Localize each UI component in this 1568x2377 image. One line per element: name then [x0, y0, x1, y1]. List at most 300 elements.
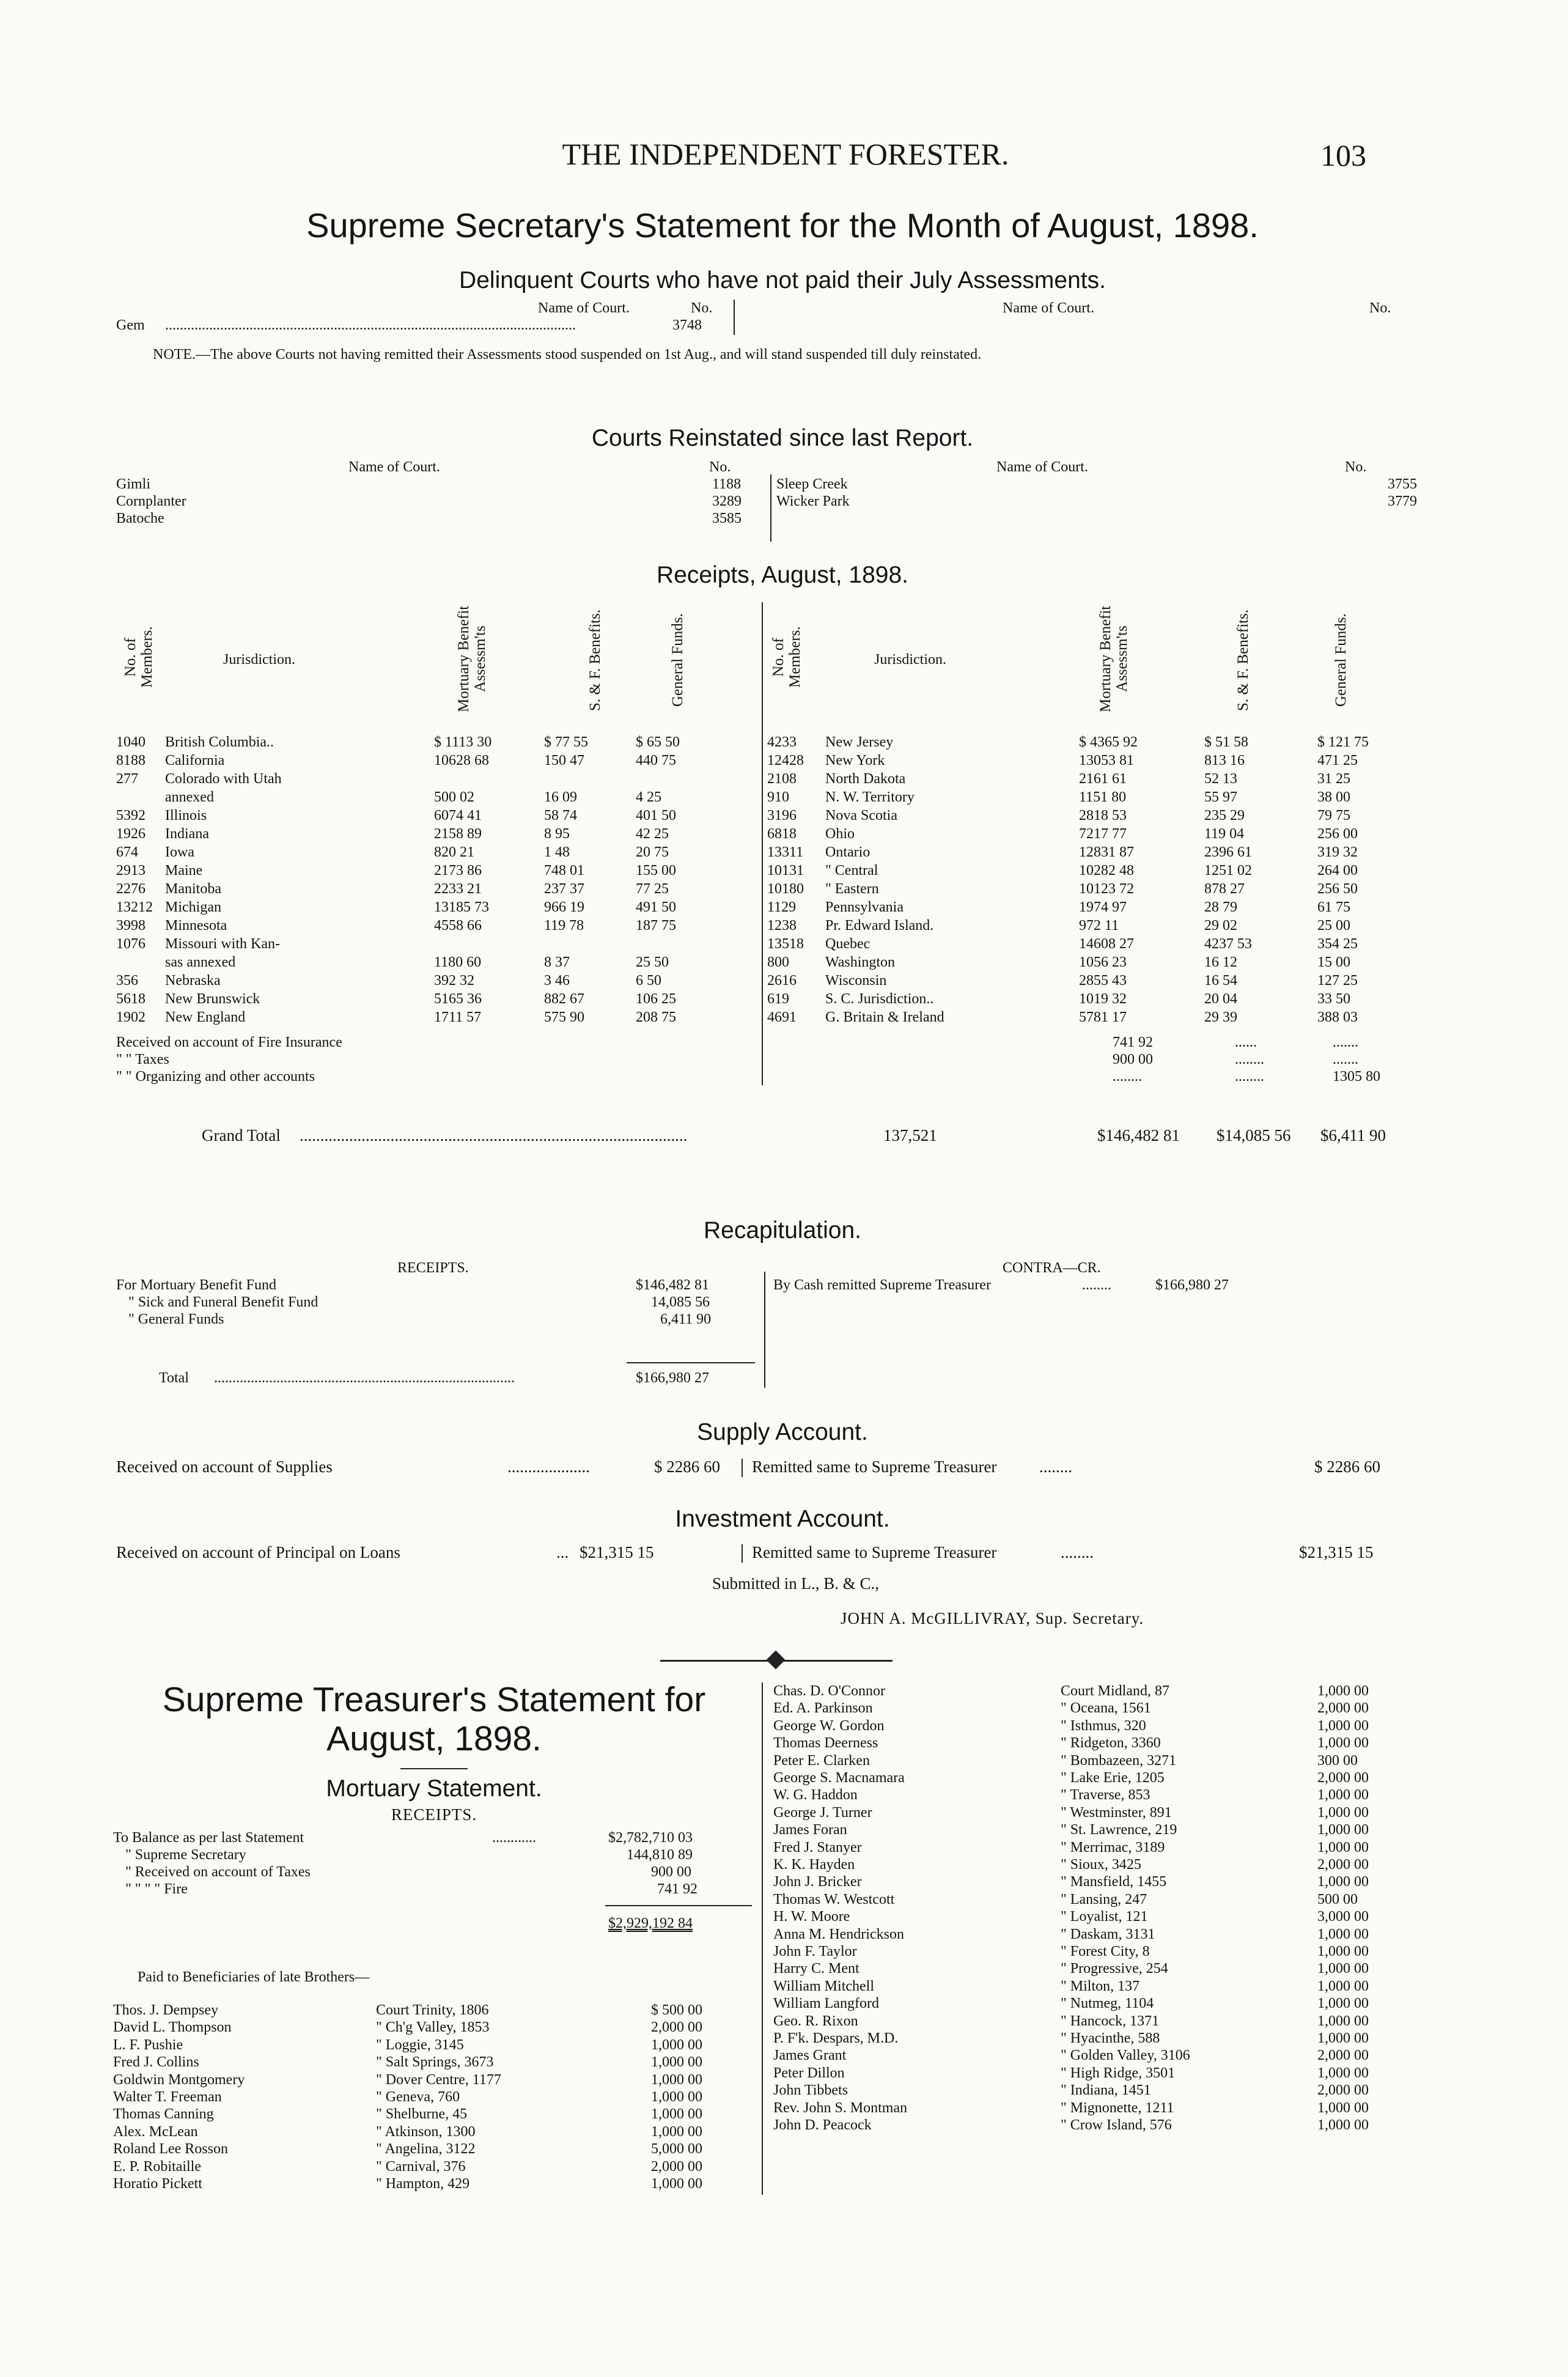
beneficiary-amount: 2,000 00 [1317, 2047, 1369, 2064]
beneficiary-court: " Hancock, 1371 [1061, 2013, 1160, 2029]
row-mortuary: $ 4365 92 [1079, 734, 1138, 750]
beneficiary-amount: 1,000 00 [1317, 1996, 1369, 2012]
beneficiary-court: " Loyalist, 121 [1061, 1909, 1148, 1925]
row-general: 354 25 [1317, 936, 1358, 952]
row-sf: 119 78 [544, 918, 584, 934]
beneficiary-court: " Bombazeen, 3271 [1061, 1752, 1177, 1769]
row-sf: 882 67 [544, 991, 584, 1007]
other-sf: ........ [1235, 1052, 1264, 1067]
beneficiary-amount: 1,000 00 [1317, 1804, 1369, 1821]
receipts-row [116, 935, 758, 954]
row-members: 10131 [767, 863, 804, 879]
beneficiary-amount: 1,000 00 [1317, 1926, 1369, 1942]
row-jurisdiction: Illinois [165, 808, 207, 824]
beneficiary-amount: 1,000 00 [1317, 1978, 1369, 1994]
row-jurisdiction: New Jersey [825, 734, 894, 750]
recap-block [116, 1259, 1424, 1394]
recap-receipts-head: RECEIPTS. [397, 1260, 469, 1276]
beneficiary-court: " Carnival, 376 [376, 2158, 466, 2175]
beneficiary-name: L. F. Pushie [113, 2036, 183, 2053]
row-sf: 2396 61 [1204, 844, 1252, 860]
receipts-row [767, 899, 1427, 917]
beneficiary-amount: 2,000 00 [1317, 1770, 1369, 1786]
receipts-row [767, 825, 1427, 844]
row-general: 264 00 [1317, 863, 1358, 879]
investment-right-leader: ........ [1061, 1543, 1094, 1561]
row-mortuary: 1151 80 [1079, 789, 1127, 805]
grand-total-sf: $14,085 56 [1216, 1126, 1291, 1144]
row-mortuary: 14608 27 [1079, 936, 1134, 952]
row-members: 1926 [116, 826, 145, 842]
row-sf: 16 09 [544, 789, 577, 805]
other-general: ....... [1333, 1034, 1358, 1050]
other-row [116, 1051, 1424, 1069]
row-jurisdiction: Nebraska [165, 973, 221, 989]
beneficiary-amount: 1,000 00 [1317, 1944, 1369, 1959]
beneficiary-row [773, 1821, 1424, 1840]
ornament-diamond [766, 1650, 785, 1669]
treasurer-line-label: " Supreme Secretary [125, 1847, 246, 1863]
receipts-row [116, 789, 758, 807]
beneficiary-row [773, 1978, 1424, 1996]
beneficiary-name: Fred J. Stanyer [773, 1839, 862, 1856]
row-general: 256 50 [1317, 881, 1358, 897]
row-members: 356 [116, 973, 138, 989]
recap-total: $166,980 27 [636, 1370, 709, 1386]
receipts-row [116, 899, 758, 917]
row-jurisdiction: " Eastern [825, 881, 879, 897]
beneficiary-amount: 3,000 00 [1317, 1909, 1369, 1925]
row-mortuary: 2233 21 [434, 881, 482, 897]
row-mortuary: 1711 57 [434, 1009, 482, 1025]
beneficiary-name: Fred J. Collins [113, 2054, 199, 2071]
receipts-row [767, 770, 1427, 789]
beneficiary-amount: 2,000 00 [651, 2158, 702, 2175]
beneficiary-amount: 1,000 00 [1317, 2030, 1369, 2046]
investment-title: Investment Account. [675, 1506, 890, 1532]
beneficiary-name: John Tibbets [773, 2082, 848, 2099]
recap-contra-amount: $166,980 27 [1155, 1277, 1229, 1293]
row-sf: 119 04 [1204, 826, 1245, 842]
beneficiary-name: John J. Bricker [773, 1874, 862, 1890]
other-row [116, 1034, 1424, 1052]
beneficiary-court: " Shelburne, 45 [376, 2106, 468, 2123]
treasurer-short-rule [400, 1768, 468, 1769]
reinstated-divider [770, 474, 771, 542]
row-sf: 4237 53 [1204, 936, 1252, 952]
beneficiary-amount: 2,000 00 [1317, 1700, 1369, 1717]
row-general: 33 50 [1317, 991, 1350, 1007]
recap-contra-line: By Cash remitted Supreme Treasurer [773, 1277, 991, 1293]
beneficiary-court: " Ch'g Valley, 1853 [376, 2019, 490, 2036]
reinstated-name: Sleep Creek [776, 476, 848, 492]
row-general: 155 00 [636, 863, 676, 879]
row-jurisdiction: Indiana [165, 826, 209, 842]
supply-divider [742, 1459, 743, 1477]
row-members: 13212 [116, 899, 153, 915]
row-general: $ 65 50 [636, 734, 680, 750]
row-jurisdiction: Colorado with Utah [165, 771, 282, 787]
beneficiary-amount: 1,000 00 [651, 2089, 702, 2105]
treasurer-line-label: To Balance as per last Statement [113, 1830, 304, 1846]
row-members: 674 [116, 844, 138, 860]
beneficiary-name: Chas. D. O'Connor [773, 1683, 885, 1699]
header-jurisdiction-2: Jurisdiction. [874, 652, 946, 668]
beneficiary-amount: 300 00 [1317, 1752, 1358, 1769]
row-general: 471 25 [1317, 753, 1358, 768]
other-mortuary: 900 00 [1113, 1052, 1153, 1067]
beneficiary-court: Court Trinity, 1806 [376, 2002, 489, 2018]
beneficiary-court: " Indiana, 1451 [1061, 2082, 1151, 2099]
row-sf: 813 16 [1204, 753, 1245, 768]
beneficiary-court: " Hyacinthe, 588 [1061, 2030, 1160, 2046]
row-members: 3998 [116, 918, 145, 934]
beneficiary-row [773, 1804, 1424, 1822]
recap-total-leader: .................................................................................. [214, 1370, 515, 1386]
row-jurisdiction: Maine [165, 863, 203, 879]
header-members: No. of Members. [122, 626, 155, 688]
row-jurisdiction: Missouri with Kan- [165, 936, 280, 952]
receipts-row [767, 752, 1427, 770]
receipts-row [116, 880, 758, 899]
beneficiary-row [113, 2036, 755, 2055]
row-mortuary: 1974 97 [1079, 899, 1127, 915]
supply-title: Supply Account. [697, 1419, 868, 1445]
row-mortuary: 13185 73 [434, 899, 489, 915]
other-row [116, 1068, 1424, 1086]
row-general: 440 75 [636, 753, 676, 768]
row-mortuary: 6074 41 [434, 808, 482, 824]
beneficiary-row [773, 1734, 1424, 1753]
row-jurisdiction: British Columbia.. [165, 734, 274, 750]
beneficiary-name: Geo. R. Rixon [773, 2013, 858, 2029]
investment-left-amt: $21,315 15 [580, 1543, 654, 1561]
row-mortuary: 972 11 [1079, 918, 1119, 934]
beneficiary-court: " Westminster, 891 [1061, 1804, 1172, 1821]
beneficiary-row [113, 2158, 755, 2176]
reinstated-name: Cornplanter [116, 493, 186, 509]
row-jurisdiction: N. W. Territory [825, 789, 915, 805]
receipts-title: Receipts, August, 1898. [657, 562, 908, 588]
beneficiary-amount: 1,000 00 [1317, 1787, 1369, 1804]
reinstated-col-no-2: No. [1345, 459, 1367, 475]
beneficiary-court: " Daskam, 3131 [1061, 1926, 1155, 1942]
beneficiary-court: " Hampton, 429 [376, 2176, 470, 2192]
receipts-row [767, 972, 1427, 990]
row-mortuary: 2173 86 [434, 863, 482, 879]
row-jurisdiction: Washington [825, 954, 896, 970]
row-jurisdiction: Quebec [825, 936, 870, 952]
receipts-row [767, 789, 1427, 807]
row-members: 5618 [116, 991, 145, 1007]
delinquent-leader: ................................................................................................................ [165, 317, 576, 333]
receipts-row [767, 1009, 1427, 1027]
row-general: 79 75 [1317, 808, 1350, 824]
receipts-row [767, 917, 1427, 935]
row-general: 388 03 [1317, 1009, 1358, 1025]
row-members: 12428 [767, 753, 804, 768]
row-general: 491 50 [636, 899, 676, 915]
row-members: 6818 [767, 826, 797, 842]
treasurer-line-amount: 900 00 [651, 1864, 691, 1880]
row-sf: 55 97 [1204, 789, 1237, 805]
row-members: 2108 [767, 771, 797, 787]
receipts-row [767, 935, 1427, 954]
row-jurisdiction: Wisconsin [825, 973, 887, 989]
beneficiary-row [773, 1873, 1424, 1892]
row-sf: 3 46 [544, 973, 570, 989]
delinquent-col-no: No. [691, 300, 713, 316]
row-jurisdiction: North Dakota [825, 771, 906, 787]
beneficiary-row [773, 1769, 1424, 1788]
beneficiary-name: Walter T. Freeman [113, 2089, 222, 2105]
delinquent-title: Delinquent Courts who have not paid their July Assessments. [459, 267, 1106, 293]
beneficiary-amount: 2,000 00 [1317, 2082, 1369, 2099]
recap-divider [764, 1272, 765, 1388]
row-jurisdiction: " Central [825, 863, 878, 879]
row-jurisdiction: Iowa [165, 844, 194, 860]
treasurer-line-amount: 741 92 [657, 1881, 698, 1897]
reinstated-name: Batoche [116, 510, 164, 526]
row-mortuary: $ 1113 30 [434, 734, 492, 750]
beneficiary-row [113, 2088, 755, 2107]
beneficiary-court: " Traverse, 853 [1061, 1787, 1150, 1804]
receipts-row [116, 807, 758, 825]
receipts-row [767, 807, 1427, 825]
beneficiary-amount: 1,000 00 [1317, 1874, 1369, 1890]
beneficiary-amount: 2,000 00 [1317, 1857, 1369, 1873]
beneficiary-court: " Mignonette, 1211 [1061, 2099, 1174, 2116]
row-mortuary: 2158 89 [434, 826, 482, 842]
row-general: 319 32 [1317, 844, 1358, 860]
receipts-row [767, 954, 1427, 972]
beneficiary-name: John F. Taylor [773, 1944, 857, 1959]
row-members: 13518 [767, 936, 804, 952]
signature-line: JOHN A. McGILLIVRAY, Sup. Secretary. [841, 1609, 1144, 1627]
beneficiary-court: " Nutmeg, 1104 [1061, 1996, 1154, 2012]
beneficiary-row [773, 1856, 1424, 1874]
grand-total-general: $6,411 90 [1320, 1126, 1386, 1144]
row-general: 61 75 [1317, 899, 1350, 915]
beneficiary-name: William Langford [773, 1996, 879, 2012]
beneficiary-amount: 1,000 00 [1317, 1961, 1369, 1977]
row-general: 208 75 [636, 1009, 676, 1025]
beneficiary-amount: 1,000 00 [651, 2106, 702, 2123]
row-sf: 235 29 [1204, 808, 1245, 824]
beneficiary-name: Rev. John S. Montman [773, 2099, 908, 2116]
row-members: 1040 [116, 734, 145, 750]
recap-title: Recapitulation. [704, 1217, 861, 1244]
treasurer-divider [762, 1682, 763, 2195]
row-sf: 58 74 [544, 808, 577, 824]
beneficiary-row [773, 2030, 1424, 2048]
beneficiary-court: " Golden Valley, 3106 [1061, 2047, 1190, 2064]
row-members: 1129 [767, 899, 797, 915]
row-jurisdiction: New York [825, 753, 885, 768]
supply-right: Remitted same to Supreme Treasurer [752, 1458, 997, 1476]
other-general: 1305 80 [1333, 1069, 1380, 1085]
other-sf: ...... [1235, 1034, 1257, 1050]
other-label: " " Taxes [116, 1052, 169, 1067]
beneficiary-amount: 1,000 00 [651, 2176, 702, 2192]
beneficiary-name: David L. Thompson [113, 2019, 232, 2036]
beneficiary-name: George S. Macnamara [773, 1770, 905, 1786]
reinstated-name: Gimli [116, 476, 151, 492]
beneficiary-row [773, 1700, 1424, 1718]
grand-total-mortuary: $146,482 81 [1097, 1126, 1180, 1144]
beneficiary-court: " Mansfield, 1455 [1061, 1874, 1167, 1890]
row-mortuary: 4558 66 [434, 918, 482, 934]
beneficiary-court: " Crow Island, 576 [1061, 2117, 1172, 2133]
receipts-row [116, 844, 758, 862]
receipts-row [116, 862, 758, 880]
delinquent-col-name: Name of Court. [538, 300, 630, 316]
beneficiary-court: " Ridgeton, 3360 [1061, 1735, 1161, 1752]
reinstated-col-no: No. [709, 459, 731, 475]
beneficiary-name: Alex. McLean [113, 2123, 198, 2140]
reinstated-no: 3779 [1388, 493, 1417, 509]
grand-total-leader: .............................................................................................. [300, 1126, 688, 1144]
row-members: 3196 [767, 808, 797, 824]
receipts-row [116, 954, 758, 972]
row-members: 619 [767, 991, 789, 1007]
row-sf: 966 19 [544, 899, 584, 915]
beneficiary-amount: 1,000 00 [1317, 1822, 1369, 1838]
supply-row [116, 1458, 1424, 1478]
header-jurisdiction: Jurisdiction. [223, 652, 295, 668]
header-mortuary-2: Mortuary Benefit Assessm'ts [1097, 605, 1130, 712]
row-jurisdiction: Michigan [165, 899, 221, 915]
receipts-row [116, 752, 758, 770]
other-mortuary: ........ [1113, 1069, 1142, 1085]
delinquent-divider [734, 300, 735, 335]
treasurer-subtitle: Mortuary Statement. [326, 1775, 542, 1802]
beneficiary-court: " Angelina, 3122 [376, 2141, 476, 2158]
beneficiary-row [773, 1839, 1424, 1857]
other-label: " " Organizing and other accounts [116, 1069, 315, 1085]
row-sf: 29 39 [1204, 1009, 1237, 1025]
row-jurisdiction: Ohio [825, 826, 855, 842]
row-jurisdiction: New Brunswick [165, 991, 260, 1007]
row-jurisdiction: Ontario [825, 844, 870, 860]
beneficiary-name: Ed. A. Parkinson [773, 1700, 873, 1717]
row-sf: 16 12 [1204, 954, 1237, 970]
beneficiary-name: James Foran [773, 1822, 847, 1838]
beneficiary-row [113, 2054, 755, 2072]
beneficiary-amount: 1,000 00 [1317, 1683, 1369, 1699]
investment-right: Remitted same to Supreme Treasurer [752, 1543, 997, 1561]
beneficiary-row [773, 1752, 1424, 1771]
row-sf: $ 77 55 [544, 734, 588, 750]
header-members-2: No. of Members. [770, 626, 803, 688]
beneficiary-court: " Sioux, 3425 [1061, 1857, 1141, 1873]
row-mortuary: 1019 32 [1079, 991, 1127, 1007]
beneficiary-court: " Merrimac, 3189 [1061, 1839, 1165, 1856]
row-jurisdiction: California [165, 753, 225, 768]
beneficiary-court: " High Ridge, 3501 [1061, 2065, 1176, 2081]
row-mortuary: 10123 72 [1079, 881, 1134, 897]
treasurer-receipts-head: RECEIPTS. [391, 1805, 477, 1824]
receipts-row [116, 917, 758, 935]
beneficiary-name: Peter E. Clarken [773, 1752, 870, 1769]
beneficiary-amount: 1,000 00 [1317, 2065, 1369, 2081]
row-jurisdiction: Minnesota [165, 918, 227, 934]
beneficiary-name: Harry C. Ment [773, 1961, 859, 1977]
beneficiary-row [773, 2117, 1424, 2135]
row-members: 2276 [116, 881, 145, 897]
row-general: 6 50 [636, 973, 661, 989]
left-paid-list [113, 2002, 755, 2197]
recap-line-label: " General Funds [128, 1311, 224, 1327]
row-general: 127 25 [1317, 973, 1358, 989]
treasurer-total-rule [605, 1905, 752, 1906]
investment-divider [742, 1544, 743, 1563]
beneficiary-name: John D. Peacock [773, 2117, 872, 2133]
row-sf: 748 01 [544, 863, 584, 879]
treasurer-line-leader: ............ [492, 1830, 536, 1846]
receipts-row [116, 990, 758, 1009]
row-jurisdiction: Pr. Edward Island. [825, 918, 934, 934]
treasurer-total: $2,929,192 84 [608, 1915, 693, 1931]
row-general: 77 25 [636, 881, 669, 897]
treasurer-line-label: " Received on account of Taxes [125, 1864, 311, 1880]
beneficiary-row [113, 2002, 755, 2020]
row-jurisdiction: Pennsylvania [825, 899, 904, 915]
row-mortuary: 1056 23 [1079, 954, 1127, 970]
beneficiary-row [773, 1717, 1424, 1736]
receipts-row [767, 734, 1427, 752]
row-mortuary: 1180 60 [434, 954, 482, 970]
page-number: 103 [1320, 138, 1366, 172]
row-mortuary: 5781 17 [1079, 1009, 1127, 1025]
row-members: 8188 [116, 753, 145, 768]
receipts-row [767, 862, 1427, 880]
beneficiary-row [113, 2175, 755, 2194]
reinstated-col-name: Name of Court. [348, 459, 440, 475]
supply-right-leader: ........ [1039, 1458, 1072, 1476]
grand-total-row [116, 1126, 1424, 1147]
row-sf: 1 48 [544, 844, 570, 860]
receipts-row [767, 844, 1427, 862]
beneficiary-court: " Atkinson, 1300 [376, 2123, 476, 2140]
receipts-row [116, 734, 758, 752]
beneficiary-court: Court Midland, 87 [1061, 1683, 1169, 1699]
recap-line-label: " Sick and Funeral Benefit Fund [128, 1294, 318, 1310]
header-mortuary: Mortuary Benefit Assessm'ts [455, 605, 488, 712]
row-sf: 20 04 [1204, 991, 1237, 1007]
beneficiary-court: " Isthmus, 320 [1061, 1717, 1146, 1734]
delinquent-court-name: Gem [116, 317, 145, 333]
row-members: 5392 [116, 808, 145, 824]
row-mortuary: 7217 77 [1079, 826, 1127, 842]
beneficiary-amount: 1,000 00 [1317, 1717, 1369, 1734]
recap-contra-leader: ........ [1082, 1277, 1111, 1293]
beneficiary-amount: 1,000 00 [1317, 1839, 1369, 1856]
grand-total-members: 137,521 [883, 1126, 937, 1144]
other-general: ....... [1333, 1052, 1358, 1067]
beneficiary-name: William Mitchell [773, 1978, 874, 1994]
receipts-row [767, 990, 1427, 1009]
beneficiary-name: Thos. J. Dempsey [113, 2002, 218, 2018]
header-sf: S. & F. Benefits. [587, 609, 603, 712]
beneficiary-row [773, 2047, 1424, 2065]
beneficiary-name: George J. Turner [773, 1804, 872, 1821]
treasurer-line-amount: $2,782,710 03 [608, 1830, 693, 1846]
row-sf: 52 13 [1204, 771, 1237, 787]
row-jurisdiction: New England [165, 1009, 246, 1025]
reinstated-name: Wicker Park [776, 493, 850, 509]
row-mortuary: 13053 81 [1079, 753, 1134, 768]
